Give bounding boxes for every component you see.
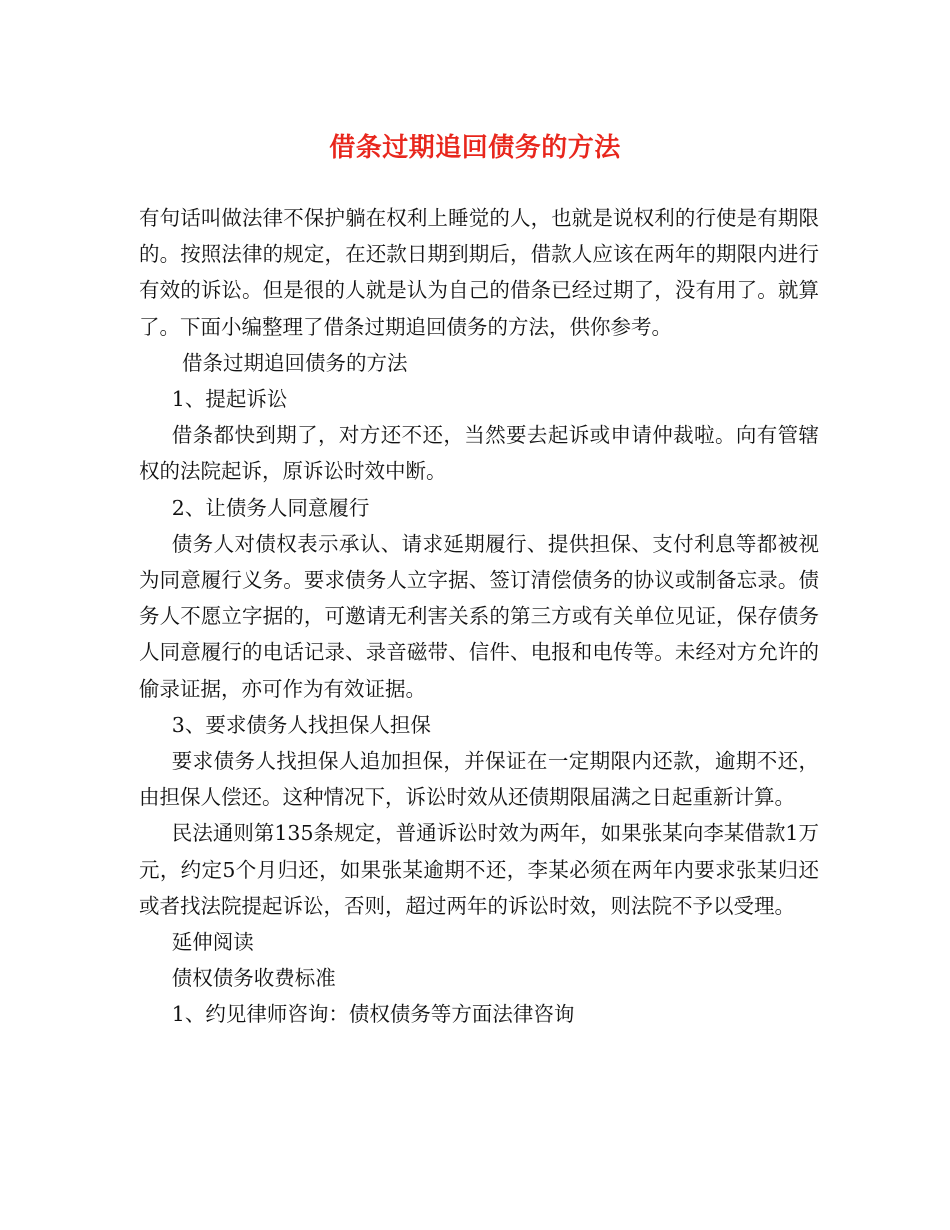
body-paragraph: 借条都快到期了，对方还不还，当然要去起诉或申请仲裁啦。向有管辖权的法院起诉，原诉讼时效中断。 (139, 423, 819, 484)
list-item-heading: 1、约见律师咨询：债权债务等方面法律咨询 (171, 1002, 575, 1027)
section-heading: 债权债务收费标准 (171, 966, 336, 991)
list-item-heading: 1、提起诉讼 (171, 387, 288, 412)
intro-paragraph: 有句话叫做法律不保护躺在权利上睡觉的人，也就是说权利的行使是有期限的。按照法律的规定，在还款日期到期后，借款人应该在两年的期限内进行有效的诉讼。但是很的人就是认为自己的借条已经过期了，没有用了。就算了。下面小编整理了借条过期追回债务的方法，供你参考。 (139, 206, 819, 339)
body-paragraph: 民法通则第135条规定，普通诉讼时效为两年，如果张某向李某借款1万元，约定5个月归还，如果张某逾期不还，李某必须在两年内要求张某归还或者找法院提起诉讼，否则，超过两年的诉讼时效，则法院不予以受理。 (139, 821, 819, 918)
section-heading: 借条过期追回债务的方法 (182, 350, 408, 375)
document-body (139, 200, 819, 1033)
section-heading: 延伸阅读 (171, 930, 254, 955)
body-paragraph: 债务人对债权表示承认、请求延期履行、提供担保、支付利息等都被视为同意履行义务。要求债务人立字据、签订清偿债务的协议或制备忘录。债务人不愿立字据的，可邀请无利害关系的第三方或有关单位见证，保存债务人同意履行的电话记录、录音磁带、信件、电报和电传等。未经对方允许的偷录证据，亦可作为有效证据。 (139, 531, 819, 701)
list-item-heading: 3、要求债务人找担保人担保 (171, 712, 431, 737)
list-item-heading: 2、让债务人同意履行 (171, 495, 370, 520)
body-paragraph: 要求债务人找担保人追加担保，并保证在一定期限内还款，逾期不还，由担保人偿还。这种情况下，诉讼时效从还债期限届满之日起重新计算。 (139, 749, 819, 810)
document-title: 借条过期追回债务的方法 (329, 133, 621, 163)
